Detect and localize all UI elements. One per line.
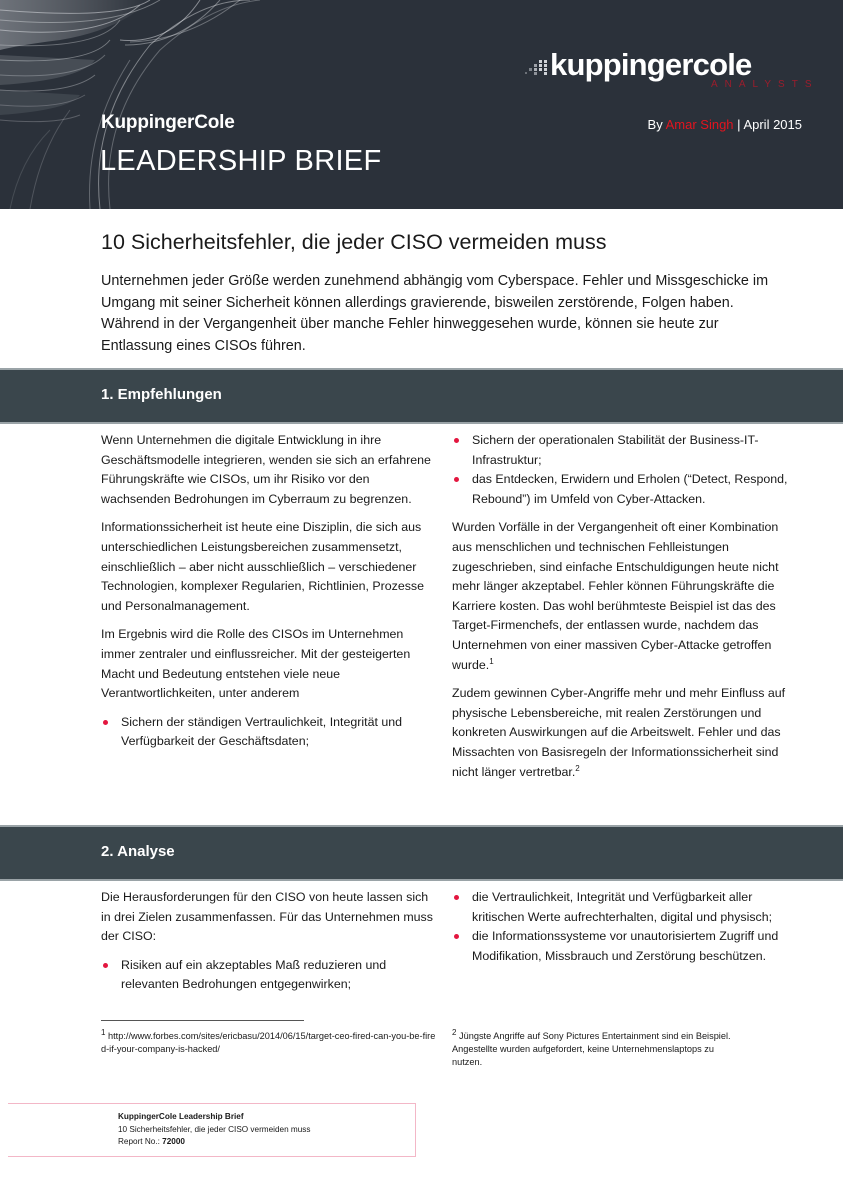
footer-series: KuppingerCole Leadership Brief: [118, 1112, 244, 1121]
section-2-right-column: [452, 888, 792, 975]
paragraph: [452, 684, 792, 782]
publication-type: LEADERSHIP BRIEF: [100, 145, 382, 177]
report-number: 72000: [162, 1137, 185, 1146]
list-item-text: die Informationssysteme vor unautorisiertem Zugriff und Modifikation, Missbrauch und Zerstörung beschützen.: [472, 929, 779, 963]
publication-date: April 2015: [743, 117, 802, 132]
bullet-icon: [103, 963, 108, 968]
paragraph: [452, 518, 792, 675]
logo-tagline: ANALYSTS: [711, 79, 819, 90]
list-item: [101, 713, 436, 752]
header-banner: [0, 0, 843, 209]
paragraph: Wenn Unternehmen die digitale Entwicklung in ihre Geschäftsmodelle integrieren, wenden sie sich an erfahrene Führungskräfte wie CISOs, um ihr Risiko vor den wachsenden Bedrohungen im Cyberraum zu begrenzen.: [101, 433, 431, 506]
logo-wordmark: kuppingercole: [550, 47, 752, 82]
report-label: Report No.:: [118, 1137, 160, 1146]
footnote-1: [101, 1027, 436, 1056]
list-item-text: die Vertraulichkeit, Integrität und Verfügbarkeit aller kritischen Werte aufrechterhalten, digital und physisch;: [472, 890, 773, 924]
section-heading-band: [0, 825, 843, 881]
list-item: [452, 927, 792, 966]
byline-separator: |: [737, 117, 741, 132]
list-item: [452, 888, 792, 927]
footnote-ref[interactable]: 2: [575, 763, 580, 773]
bullet-icon: [454, 895, 459, 900]
footer-title: 10 Sicherheitsfehler, die jeder CISO vermeiden muss: [118, 1124, 311, 1134]
footnote-2: [452, 1027, 742, 1069]
section-heading: 1. Empfehlungen: [101, 386, 222, 403]
list-item: [452, 431, 792, 470]
author-name: Amar Singh: [665, 117, 734, 132]
paragraph: Die Herausforderungen für den CISO von heute lassen sich in drei Zielen zusammenfassen. Für das Unternehmen muss der CISO:: [101, 890, 433, 944]
bullet-icon: [103, 720, 108, 725]
footnote-ref[interactable]: 1: [489, 656, 494, 666]
list-item-text: das Entdecken, Erwidern und Erholen (“Detect, Respond, Rebound”) im Umfeld von Cyber-Attacken.: [472, 472, 788, 506]
kuppingercole-logo: [525, 47, 819, 94]
lead-paragraph: Unternehmen jeder Größe werden zunehmend abhängig vom Cyberspace. Fehler und Missgeschicke im Umgang mit seiner Sicherheit können allerdings gravierende, bisweilen zerstörende, Folgen haben. Während in der Vergangenheit über manche Fehler hinweggesehen wurde, können sie heute zur Entlassung eines CISOs führen.: [101, 273, 769, 354]
footnote-divider: [101, 1020, 304, 1021]
paragraph: Informationssicherheit ist heute eine Disziplin, die sich aus unterschiedlichen Leistungsbereichen zusammensetzt, einschließlich – aber nicht ausschließlich – verschiedener Technologien, komplexer Regularien, Richtlinien, Prozesse und Personalmanagement.: [101, 520, 425, 613]
bullet-icon: [454, 477, 459, 482]
paragraph-text: Wurden Vorfälle in der Vergangenheit oft einer Kombination aus menschlichen und technischen Fehlleistungen zugeschrieben, sind einfache Entschuldigungen heute nicht mehr länger akzeptabel. Fehler können Führungskräfte die Karriere kosten. Das wohl berühmteste Beispiel ist das des Target-Firmenchefs, der entlassen wurde, nachdem das Unternehmen von einer massiven Cyber-Attacke getroffen wurde.: [452, 520, 779, 672]
footer-report: [118, 1136, 311, 1149]
list-item-text: Sichern der ständigen Vertraulichkeit, Integrität und Verfügbarkeit der Geschäftsdaten;: [121, 714, 403, 749]
footnote-text: Jüngste Angriffe auf Sony Pictures Entertainment sind ein Beispiel. Angestellte wurden aufgefordert, keine Unternehmenslaptops zu nutzen.: [452, 1031, 731, 1067]
byline-prefix: By: [647, 117, 663, 132]
paragraph-text: Zudem gewinnen Cyber-Angriffe mehr und mehr Einfluss auf physische Lebensbereiche, mit realen Zerstörungen und konkreten Auswirkungen auf die Arbeitswelt. Fehler und das Missachten von Basisregeln der Informationssicherheit sind nicht länger vertretbar.: [452, 686, 786, 779]
byline: [648, 117, 802, 132]
paragraph: Im Ergebnis wird die Rolle des CISOs im Unternehmen immer zentraler und einflussreicher. Mit der gesteigerten Macht und Bedeutung entstehen viele neue Verantwortlichkeiten, unter anderem: [101, 627, 411, 701]
section-heading: 2. Analyse: [101, 843, 175, 860]
brand-name: KuppingerCole: [101, 112, 235, 133]
bullet-list: [452, 431, 792, 509]
bullet-icon: [454, 934, 459, 939]
footnote-link[interactable]: http://www.forbes.com/sites/ericbasu/2014/06/15/target-ceo-fired-can-you-be-fired-if-your-company-is-hacked/: [101, 1031, 436, 1054]
bullet-list: [101, 956, 436, 995]
document-title: 10 Sicherheitsfehler, die jeder CISO vermeiden muss: [101, 230, 607, 254]
section-1-right-column: [452, 431, 792, 791]
section-1-left-column: [101, 431, 436, 761]
list-item-text: Risiken auf ein akzeptables Maß reduzieren und relevanten Bedrohungen entgegenwirken;: [121, 957, 387, 992]
section-heading-band: [0, 368, 843, 424]
pixel-dots-icon: [525, 58, 549, 76]
footer-text: [118, 1111, 311, 1149]
bullet-list: [101, 713, 436, 752]
bullet-icon: [454, 438, 459, 443]
bullet-list: [452, 888, 792, 966]
list-item: [101, 956, 436, 995]
list-item: [452, 470, 792, 509]
section-2-left-column: [101, 888, 436, 1004]
list-item-text: Sichern der operationalen Stabilität der Business-IT-Infrastruktur;: [472, 433, 759, 467]
footnote-number: 2: [452, 1027, 457, 1037]
footnote-number: 1: [101, 1027, 106, 1037]
report-footer: [8, 1103, 416, 1157]
